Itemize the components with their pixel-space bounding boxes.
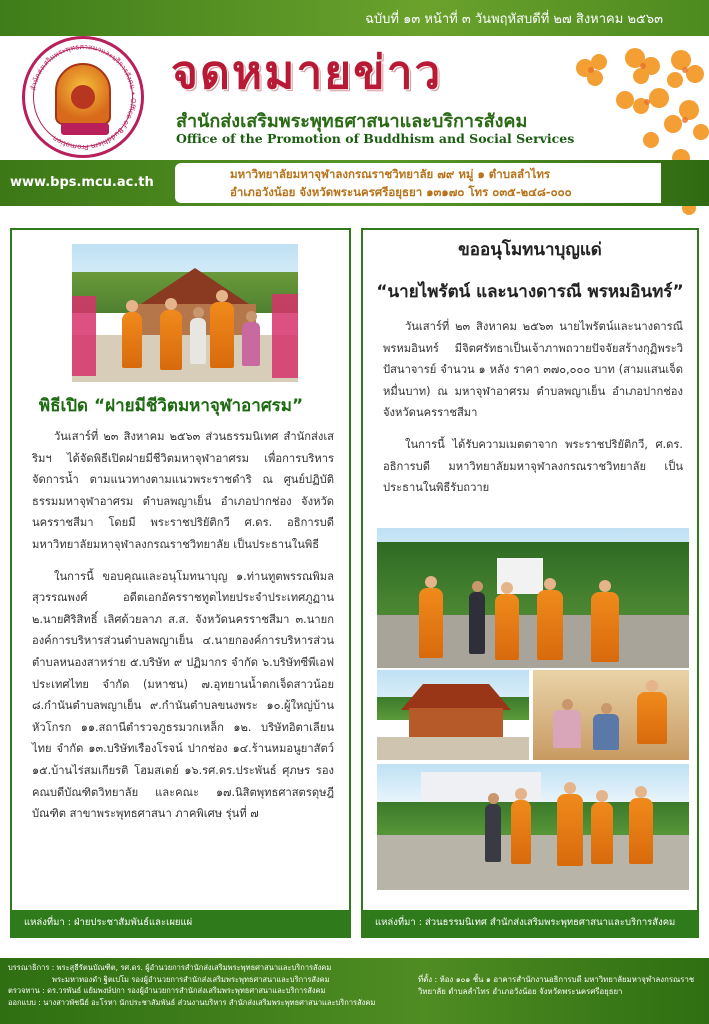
- left-source-caption: แหล่งที่มา : ฝ่ายประชาสัมพันธ์และเผยแผ่: [12, 910, 349, 936]
- left-article-paragraph-1: วันเสาร์ที่ ๒๓ สิงหาคม ๒๕๖๓ ส่วนธรรมนิเทศ สำนักส่งเสริมฯ ได้จัดพิธีเปิดฝายมีชีวิตมหาจุฬาอาศรม เพื่อการบริหารจัดการน้ำ ตามแนวทางตามแนวพระราชดำริ ณ ศูนย์ปฏิบัติธรรมมหาจุฬาอาศรม ตำบลพญาเย็น อำเภอปากช่อง จังหวัดนครราชสีมา โดยมี พระราชปริยัติกวี ศ.ดร. อธิการบดี มหาวิทยาลัยมหาจุฬาลงกรณราชวิทยาลัย เป็นประธานในพิธี: [32, 430, 334, 551]
- right-article-donor-names: “นายไพรัตน์ และนางดารณี พรหมอินทร์”: [376, 282, 684, 302]
- address-line-2: อำเภอวังน้อย จังหวัดพระนครศรีอยุธยา ๑๓๑๗๐ โทร ๐๓๕-๒๔๘-๐๐๐: [230, 185, 572, 199]
- monks-walking-photo: [377, 528, 689, 668]
- footer-editor-line: บรรณาธิการ : พระสุธีรัตนบัณฑิต, รศ.ดร. ผู้อำนวยการสำนักส่งเสริมพระพุทธศาสนาและบริการสังคม: [8, 963, 332, 972]
- footer-address: ที่ตั้ง : ห้อง ๑๐๑ ชั้น ๑ อาคารสำนักงานอธิการบดี มหาวิทยาลัยมหาจุฬาลงกรณราชวิทยาลัย ตำบลลำไทร อำเภอวังน้อย จังหวัดพระนครศรีอยุธยา: [418, 975, 695, 996]
- offering-ceremony-photo: [533, 670, 689, 760]
- office-name-thai: สำนักส่งเสริมพระพุทธศาสนาและบริการสังคม: [176, 111, 528, 132]
- right-article-headline: ขออนุโมทนาบุญแด่: [458, 240, 602, 260]
- logo-banner: [61, 123, 109, 135]
- ceremony-photo: [72, 244, 298, 382]
- left-article-headline: พิธีเปิด “ฝายมีชีวิตมหาจุฬาอาศรม”: [38, 396, 304, 416]
- organization-logo: [22, 36, 144, 158]
- left-article-body: [32, 426, 334, 835]
- kuti-house-photo: [377, 670, 529, 760]
- issue-line: ฉบับที่ ๑๓ หน้าที่ ๓ วันพฤหัสบดีที่ ๒๗ สิงหาคม ๒๕๖๓: [365, 12, 663, 27]
- right-article-panel: [361, 228, 699, 938]
- footer-designer-line: ออกแบบ : นางสาวพัชนีย์ อะโรหา นักประชาสัมพันธ์ ส่วนงานบริหาร สำนักส่งเสริมพระพุทธศาสนาและบริการสังคม: [8, 997, 376, 1007]
- footer-credits: [8, 962, 403, 1008]
- footer-deputy-line: พระมหาทองดำ ฐิตเปโม รองผู้อำนวยการสำนักส่งเสริมพระพุทธศาสนาและบริการสังคม: [52, 974, 330, 984]
- right-article-paragraph-2: ในการนี้ ได้รับความเมตตาจาก พระราชปริยัติกวี, ศ.ดร. อธิการบดี มหาวิทยาลัยมหาจุฬาลงกรณราชวิทยาลัย เป็นประธานในพิธีรับถวาย: [383, 437, 683, 495]
- newsletter-title: จดหมายข่าว: [171, 45, 443, 99]
- address-line-1: มหาวิทยาลัยมหาจุฬาลงกรณราชวิทยาลัย ๗๙ หมู่ ๑ ตำบลลำไทร: [230, 167, 551, 181]
- office-name-english: Office of the Promotion of Buddhism and Social Services: [176, 131, 575, 146]
- svg-text:สำนักส่งเสริมพระพุทธศาสนาและบร: สำนักส่งเสริมพระพุทธศาสนาและบริการสังคม • Office of Buddhism Promotion: [29, 42, 138, 152]
- right-article-body: [383, 316, 683, 509]
- left-article-paragraph-2: ในการนี้ ขอบคุณและอนุโมทนาบุญ ๑.ท่านทูตพรรณพิมล สุวรรณพงศ์ อดีตเอกอัครราชทูตไทยประจำประเทศภูฏาน ๒.นายศิริสิทธิ์ เลิศด้วยลาภ ส.ส. จังหวัดนครราชสีมา ๓.นายกองค์การบริหารส่วนตำบลพญาเย็น ๔.นายกองค์การบริหารส่วนตำบลหนองสาหร่าย ๕.บริษัท ๙ ปฏิมากร จำกัด ๖.บริษัทซีพีเอฟ ประเทศไทย จำกัด (มหาชน) ๗.อุทยานน้ำตกเจ็ดสาวน้อย ๘.กำนันตำบลพญาเย็น ๙.กำนันตำบลขนงพระ ๑๐.ผู้ใหญ่บ้านหัวโกรก ๑๑.สถานีตำรวจภูธรมวกเหล็ก ๑๒. บริษัทอิตาเลียนไทย จำกัด ๑๓.บริษัทเรืองโรจน์ ปากช่อง ๑๔.ร้านหมอนูยาสัตว์ ๑๕.บ้านไร่สมเกียรติ โฮมสเตย์ ๑๖.รศ.ดร.ประพันธ์ ศุภษร รองคณบดีบัณฑิตวิทยาลัย และคณะ ๑๗.นิสิตพุทธศาสตรดุษฎีบัณฑิต สาขาพระพุทธศาสนา ภาคพิเศษ รุ่นที่ ๗: [32, 569, 334, 821]
- right-source-caption: แหล่งที่มา : ส่วนธรรมนิเทศ สำนักส่งเสริมพระพุทธศาสนาและบริการสังคม: [363, 910, 697, 936]
- footer-proofreader-line: ตรวจทาน : ดร.วรพันธ์ แย้มพงษ์ปกา รองผู้อำนวยการสำนักส่งเสริมพระพุทธศาสนาและบริการสังคม: [8, 986, 326, 995]
- right-article-paragraph-1: วันเสาร์ที่ ๒๓ สิงหาคม ๒๕๖๓ นายไพรัตน์และนางดารณี พรหมอินทร์ มีจิตศรัทธาเป็นเจ้าภาพถวายปัจจัยสร้างกุฏิพระวิปัสนาจารย์ จำนวน ๑ หลัง ราคา ๓๗๐,๐๐๐ บาท (สามแสนเจ็ดหมื่นบาท) ณ มหาจุฬาอาศรม ตำบลพญาเย็น อำเภอปากช่อง จังหวัดนครราชสีมา: [383, 320, 683, 420]
- left-article-panel: [10, 228, 351, 938]
- procession-photo: [377, 764, 689, 890]
- website-link[interactable]: www.bps.mcu.ac.th: [10, 175, 154, 190]
- dharma-wheel-emblem: [55, 63, 111, 125]
